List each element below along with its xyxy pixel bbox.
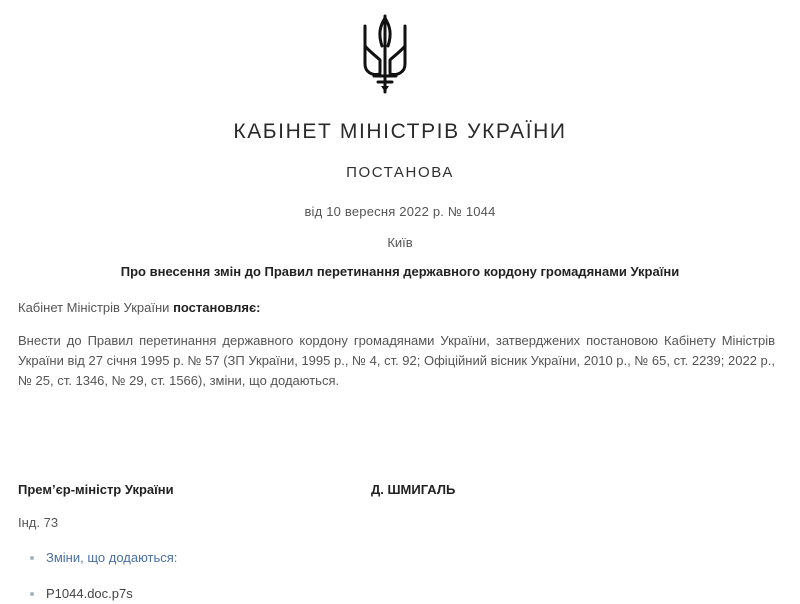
trident-emblem-icon [360,12,410,96]
attachment-link[interactable]: Зміни, що додаються: [46,550,178,565]
attachment-item[interactable] [30,586,133,601]
attachment-file-link[interactable]: P1044.doc.p7s [46,586,133,601]
intro-line [18,300,260,315]
body-paragraph: Внести до Правил перетинання державного кордону громадянами України, затверджених постановою Кабінету Міністрів України від 27 січня 1995 р. № 57 (ЗП України, 1995 р., № 4, ст. 92; Офіційний вісник України, 2010 р., № 65, ст. 2239; 2022 р., № 25, ст. 1346, № 29, ст. 1566), зміни, що додаються. [18,333,775,388]
attachment-item[interactable] [30,550,177,565]
organization-title: КАБІНЕТ МІНІСТРІВ УКРАЇНИ [233,120,567,143]
intro-verb: постановляє: [173,300,261,315]
signer-title: Прем’єр-міністр України [18,482,174,497]
intro-prefix: Кабінет Міністрів України [18,300,170,315]
bullet-icon [30,556,34,560]
document-subject: Про внесення змін до Правил перетинання державного кордону громадянами України [120,264,680,279]
document-city: Київ [387,235,413,250]
bullet-icon [30,592,34,596]
document-date: від 10 вересня 2022 р. № 1044 [304,204,496,219]
document-index: Інд. 73 [18,515,59,530]
signer-name: Д. ШМИГАЛЬ [371,482,456,497]
document-type: ПОСТАНОВА [346,164,454,181]
